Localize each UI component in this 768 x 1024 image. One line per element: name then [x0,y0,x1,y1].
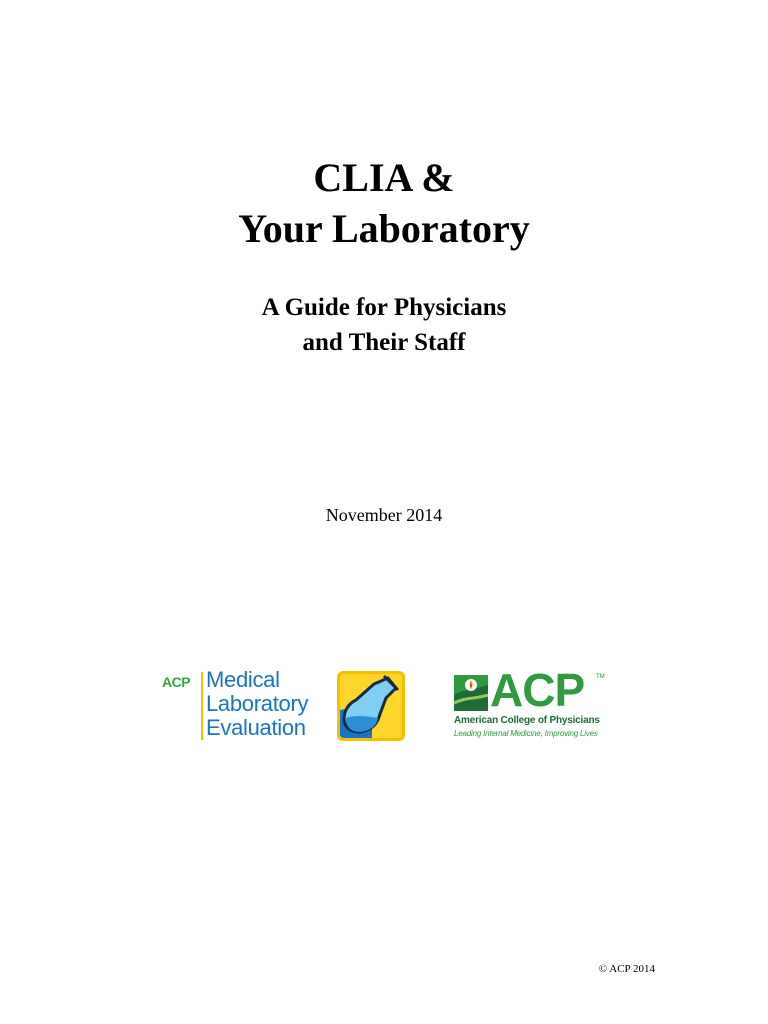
acp-wordmark: ACP [490,664,585,716]
mle-word-laboratory: Laboratory [206,691,309,716]
document-title [0,152,768,254]
medical-laboratory-evaluation-logo [160,668,408,744]
mle-acp-label: ACP [162,674,191,690]
document-subtitle [0,290,768,360]
title-line-2: Your Laboratory [238,206,530,251]
american-college-of-physicians-logo [454,664,614,743]
publication-date: November 2014 [325,505,443,525]
mle-divider [201,672,203,740]
title-line-1: CLIA & [313,155,455,200]
acp-emblem-icon [454,675,488,711]
flask-icon [336,670,406,742]
acp-tagline: Leading Internal Medicine, Improving Lives [454,729,598,738]
acp-trademark: TM [596,674,605,680]
subtitle-line-1: A Guide for Physicians [261,294,507,321]
mle-word-medical: Medical [206,667,280,692]
mle-wordmark [206,668,308,740]
acp-full-name: American College of Physicians [454,715,600,726]
subtitle-line-2: and Their Staff [302,329,466,356]
mle-word-evaluation: Evaluation [206,715,306,740]
copyright-notice: © ACP 2014 [598,963,655,975]
